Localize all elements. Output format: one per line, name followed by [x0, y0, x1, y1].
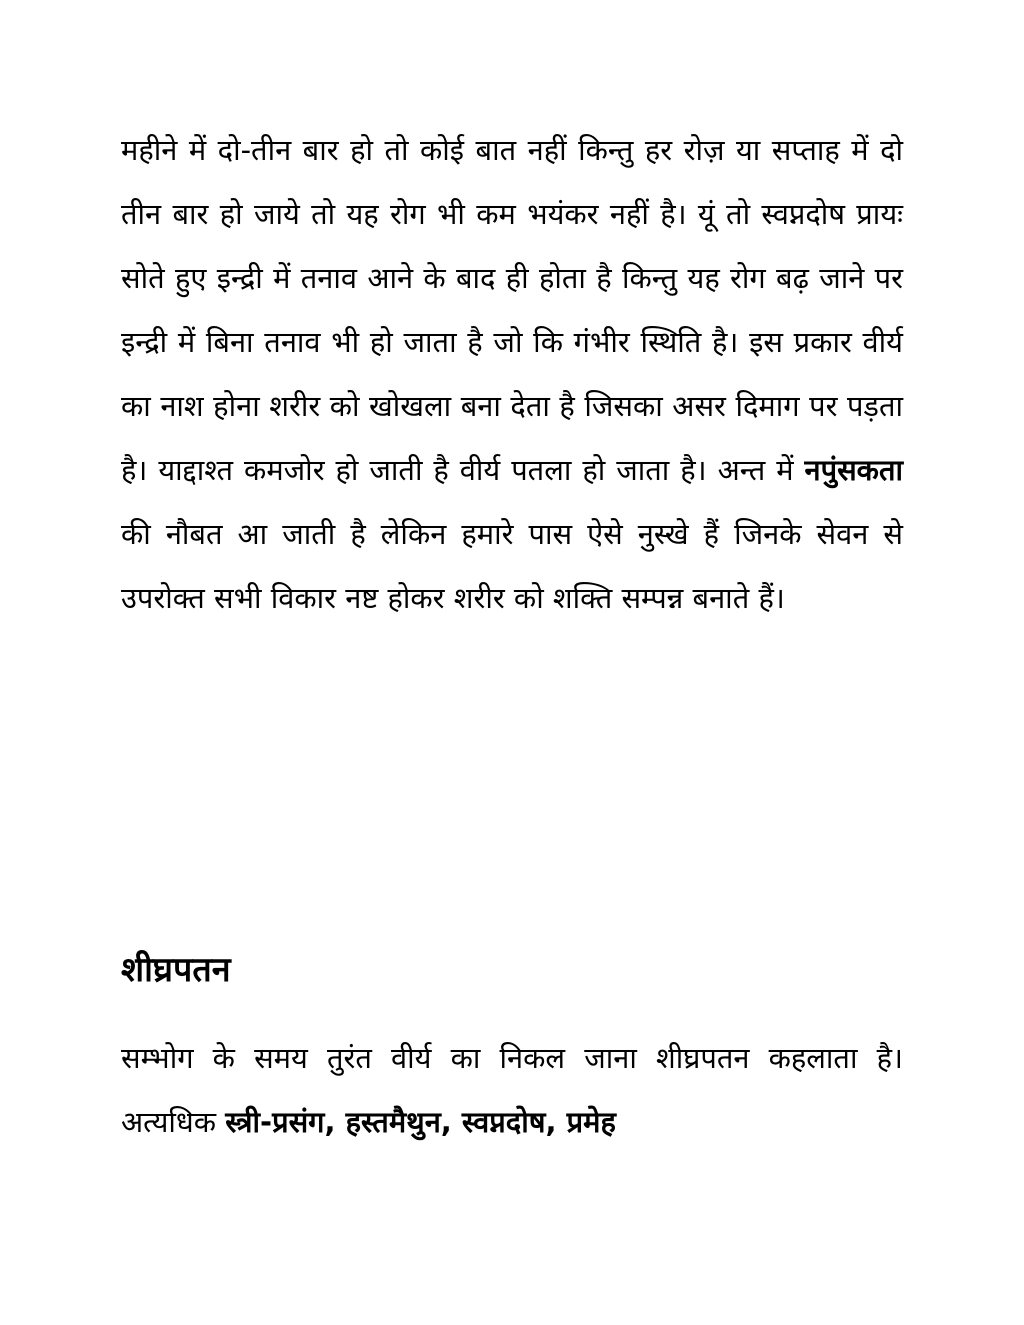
paragraph-text: की नौबत आ जाती है लेकिन हमारे पास ऐसे नुस्खे हैं जिनके सेवन से उपरोक्त सभी विकार नष्ट होकर शरीर को शक्ति सम्पन्न बनाते हैं।: [121, 517, 903, 615]
bold-terms-causes: स्त्री-प्रसंग, हस्तमैथुन, स्वप्नदोष, प्रमेह: [225, 1105, 616, 1139]
paragraph-text: महीने में दो-तीन बार हो तो कोई बात नहीं किन्तु हर रोज़ या सप्ताह में दो तीन बार हो जाये तो यह रोग भी कम भयंकर नहीं है। यूं तो स्वप्नदोष प्रायः सोते हुए इन्द्री में तनाव आने के बाद ही होता है किन्तु यह रोग बढ़ जाने पर इन्द्री में बिना तनाव भी हो जाता है जो कि गंभीर स्थिति है। इस प्रकार वीर्य का नाश होना शरीर को खोखला बना देता है जिसका असर दिमाग पर पड़ता है। याद्दाश्त कमजोर हो जाती है वीर्य पतला हो जाता है। अन्त में: [121, 133, 903, 487]
section-heading-shighrapatan: शीघ्रपतन: [121, 950, 231, 990]
paragraph-text: सम्भोग के समय तुरंत वीर्य का निकल जाना शीघ्रपतन कहलाता है। अत्यधिक: [121, 1041, 903, 1139]
bold-term-napunsakta: नपुंसकता: [804, 453, 903, 487]
paragraph-shighrapatan-definition: [121, 1026, 903, 1154]
paragraph-swapnadosh-effects: [121, 118, 903, 630]
